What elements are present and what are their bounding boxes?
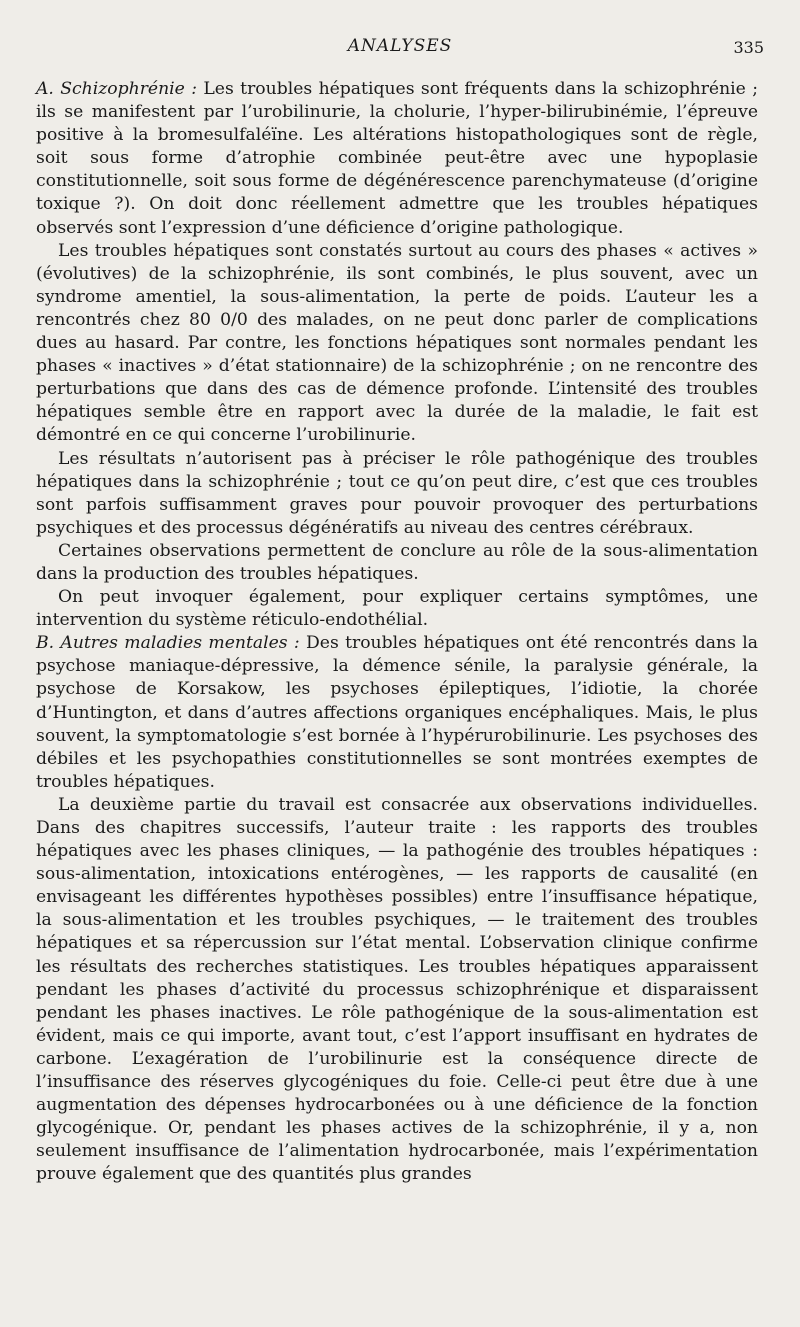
paragraph-text: Les troubles hépatiques sont fréquents dans la schizophrénie ; ils se manifestent par l’urobilinurie, la cholurie, l’hyper-bilirubinémie, l’épreuve positive à la bromesulfaléïne. Les altérations histopathologiques sont de règle, soit sous forme d’atrophie combinée peut-être avec une hypoplasie constitutionnelle, soit sous forme de dégénérescence parenchymateuse (d’origine toxique ?). On doit donc réellement admettre que les troubles hépatiques observés sont l’expression d’une déficience d’origine pathologique.	[36, 79, 758, 238]
paragraph: On peut invoquer également, pour expliquer certains symptômes, une intervention du système réticulo-endothélial.	[36, 587, 758, 631]
paragraph-autres-maladies	[36, 632, 758, 794]
section-heading-b: B. Autres maladies mentales :	[36, 633, 300, 654]
paragraph: Certaines observations permettent de conclure au rôle de la sous-alimentation dans la production des troubles hépatiques.	[36, 540, 758, 584]
page-header	[36, 30, 764, 60]
page-number: 335	[733, 38, 764, 57]
paragraph: Les résultats n’autorisent pas à préciser le rôle pathogénique des troubles hépatiques dans la schizophrénie ; tout ce qu’on peut dire, c’est que ces troubles sont parfois suffisamment graves pour pouvoir provoquer des perturbations psychiques et des processus dégénératifs au niveau des centres cérébraux.	[36, 448, 758, 538]
section-heading-a: A. Schizophrénie :	[36, 79, 197, 99]
article-body	[36, 78, 758, 1187]
paragraph: Les troubles hépatiques sont constatés surtout au cours des phases « actives » (évolutives) de la schizophrénie, ils sont combinés, le plus souvent, avec un syndrome amentiel, la sous-alimentation, la perte de poids. L’auteur les a rencontrés chez 80 0/0 des malades, on ne peut donc parler de complications dues au hasard. Par contre, les fonctions hépatiques sont normales pendant les phases « inactives » d’état stationnaire) de la schizophrénie ; on ne rencontre des perturbations que dans des cas de démence profonde. L’intensité des troubles hépatiques semble être en rapport avec la durée de la maladie, le fait est démontré en ce qui concerne l’urobilinurie.	[36, 240, 758, 446]
running-head: ANALYSES	[347, 36, 453, 56]
paragraph-schizophrenie	[36, 78, 758, 240]
paragraph-text: Des troubles hépatiques ont été rencontrés dans la psychose maniaque-dépressive, la démence sénile, la paralysie générale, la psychose de Korsakow, les psychoses épileptiques, l’idiotie, la chorée d’Huntington, et dans d’autres affections organiques encéphaliques. Mais, le plus souvent, la symptomatologie s’est bornée à l’hypérurobilinurie. Les psychoses des débiles et les psychopathies constitutionnelles se sont montrées exemptes de troubles hépatiques.	[36, 633, 758, 792]
paragraph: La deuxième partie du travail est consacrée aux observations individuelles. Dans des chapitres successifs, l’auteur traite : les rapports des troubles hépatiques avec les phases cliniques, — la pathogénie des troubles hépatiques : sous-alimentation, intoxications entérogènes, — les rapports de causalité (en envisageant les différentes hypothèses possibles) entre l’insuffisance hépatique, la sous-alimentation et les troubles psychiques, — le traitement des troubles hépatiques et sa répercussion sur l’état mental. L’observation clinique confirme les résultats des recherches statistiques. Les troubles hépatiques apparaissent pendant les phases d’activité du processus schizophrénique et disparaissent pendant les phases inactives. Le rôle pathogénique de la sous-alimentation est évident, mais ce qui importe, avant tout, c’est l’apport insuffisant en hydrates de carbone. L’exagération de l’urobilinurie est la conséquence directe de l’insuffisance des réserves glycogéniques du foie. Celle-ci peut être due à une augmentation des dépenses hydrocarbonées ou à une déficience de la fonction glycogénique. Or, pendant les phases actives de la schizophrénie, il y a, non seulement insuffisance de l’alimentation hydrocarbonée, mais l’expérimentation prouve également que des quantités plus grandes	[36, 794, 758, 1185]
